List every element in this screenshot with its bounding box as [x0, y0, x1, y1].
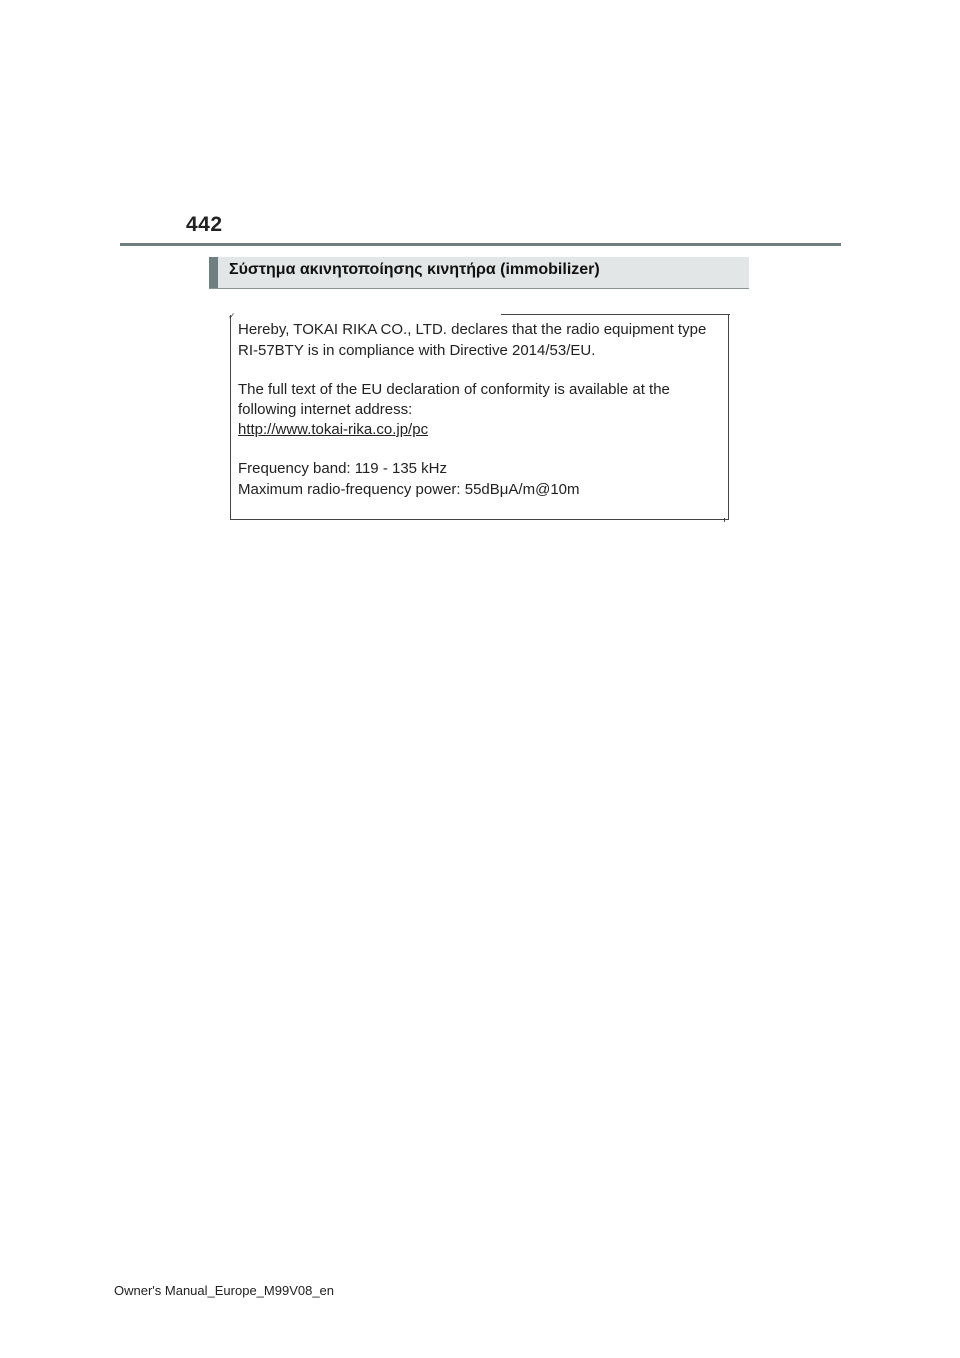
section-title: Σύστημα ακινητοποίησης κινητήρα (immobilizer)	[229, 261, 600, 278]
frequency-band: Frequency band: 119 - 135 kHz	[238, 460, 448, 477]
declaration-link[interactable]: http://www.tokai-rika.co.jp/pc	[238, 421, 429, 438]
declaration-line-3: The full text of the EU declaration of conformity is available at the	[238, 381, 670, 398]
section-header	[209, 257, 749, 289]
declaration-line-4: following internet address:	[238, 401, 413, 418]
declaration-line-2: RI-57BTY is in compliance with Directive 2014/53/EU.	[238, 342, 596, 359]
declaration-box	[228, 311, 729, 520]
declaration-line-1: Hereby, TOKAI RIKA CO., LTD. declares that the radio equipment type	[238, 321, 707, 338]
top-divider	[120, 243, 841, 246]
page-number: 442	[186, 213, 223, 236]
box-tail-line	[724, 518, 731, 522]
box-top-line	[501, 314, 730, 315]
max-power: Maximum radio-frequency power: 55dBμA/m@10m	[238, 481, 580, 498]
section-marker	[209, 257, 218, 288]
corner-tick: ✓	[228, 311, 236, 321]
page-footer: Owner's Manual_Europe_M99V08_en	[114, 1283, 335, 1298]
